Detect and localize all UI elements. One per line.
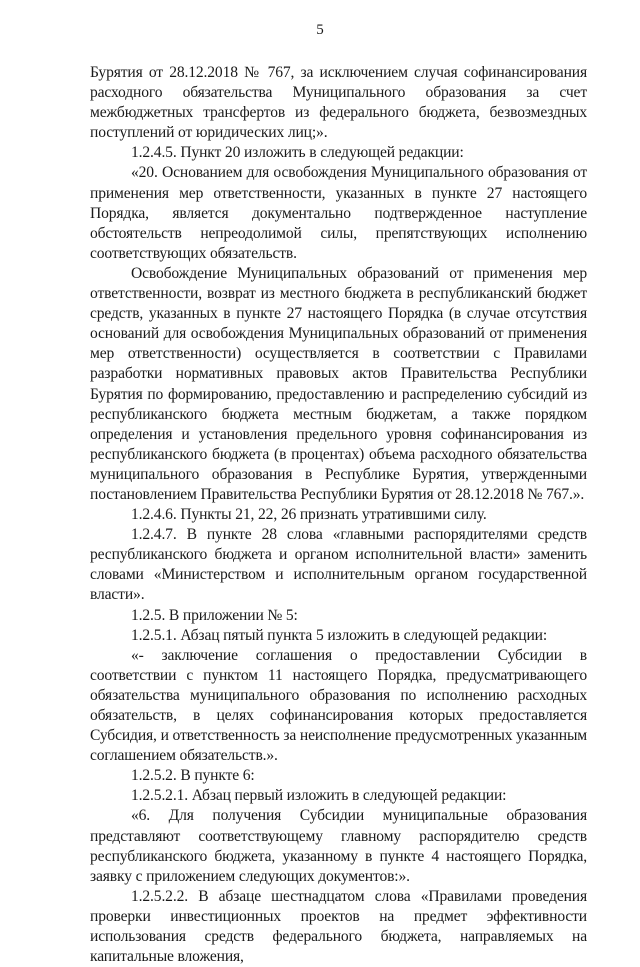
paragraph-1-2-4-6: 1.2.4.6. Пункты 21, 22, 26 признать утратившими силу. [131, 506, 487, 524]
paragraph-1-2-5: 1.2.5. В приложении № 5: [131, 606, 298, 624]
paragraph-point-20: «20. Основанием для освобождения Муниципального образования от применения мер ответственности, указанных в пункте 27 настоящего Порядка, является документально подтвержденное наступление обстоятельств непреодолимой силы, препятствующих исполнению соответствующих обязательств. [90, 164, 587, 262]
page-number: 5 [316, 22, 324, 38]
paragraph-continuation: Бурятия от 28.12.2018 № 767, за исключением случая софинансирования расходного обязательства Муниципального образования за счет межбюджетных трансфертов из федерального бюджета, безвозмездных поступлений от юридических лиц;». [90, 64, 587, 142]
paragraph-point-6: «6. Для получения Субсидии муниципальные образования представляют соответствующему главному распорядителю средств республиканского бюджета, указанному в пункте 4 настоящего Порядка, заявку с приложением следующих документов:». [90, 807, 587, 885]
document-body [90, 63, 587, 967]
paragraph-1-2-5-2-2: 1.2.5.2.2. В абзаце шестнадцатом слова «Правилами проведения проверки инвестиционных проектов на предмет эффективности использования средств федерального бюджета, направляемых на капитальные вложения, [90, 887, 587, 966]
paragraph-1-2-5-2-1: 1.2.5.2.1. Абзац первый изложить в следующей редакции: [131, 787, 507, 805]
paragraph-1-2-5-2: 1.2.5.2. В пункте 6: [131, 767, 255, 785]
paragraph-1-2-4-5: 1.2.4.5. Пункт 20 изложить в следующей редакции: [131, 144, 464, 162]
paragraph-exemption: Освобождение Муниципальных образований от применения мер ответственности, возврат из местного бюджета в республиканский бюджет средств, указанных в пункте 27 настоящего Порядка (в случае отсутствия оснований для освобождения Муниципальных образований от применения мер ответственности) осуществляется в соответствии с Правилами разработки нормативных правовых актов Правительства Республики Бурятия по формированию, предоставлению и распределению субсидий из республиканского бюджета местным бюджетам, а также порядком определения и установления предельного уровня софинансирования из республиканского бюджета (в процентах) объема расходного обязательства муниципального образования в Республике Бурятия, утвержденными постановлением Правительства Республики Бурятия от 28.12.2018 № 767.». [90, 264, 587, 503]
paragraph-1-2-5-1: 1.2.5.1. Абзац пятый пункта 5 изложить в следующей редакции: [131, 626, 548, 644]
paragraph-1-2-4-7: 1.2.4.7. В пункте 28 слова «главными распорядителями средств республиканского бюджета и органом исполнительной власти» заменить словами «Министерством и исполнительным органом государственной власти». [90, 526, 587, 604]
paragraph-agreement: «- заключение соглашения о предоставлении Субсидии в соответствии с пунктом 11 настоящего Порядка, предусматривающего обязательства муниципального образования по исполнению расходных обязательств, в целях софинансирования которых предоставляется Субсидия, и ответственность за неисполнение предусмотренных указанным соглашением обязательств.». [90, 646, 587, 765]
